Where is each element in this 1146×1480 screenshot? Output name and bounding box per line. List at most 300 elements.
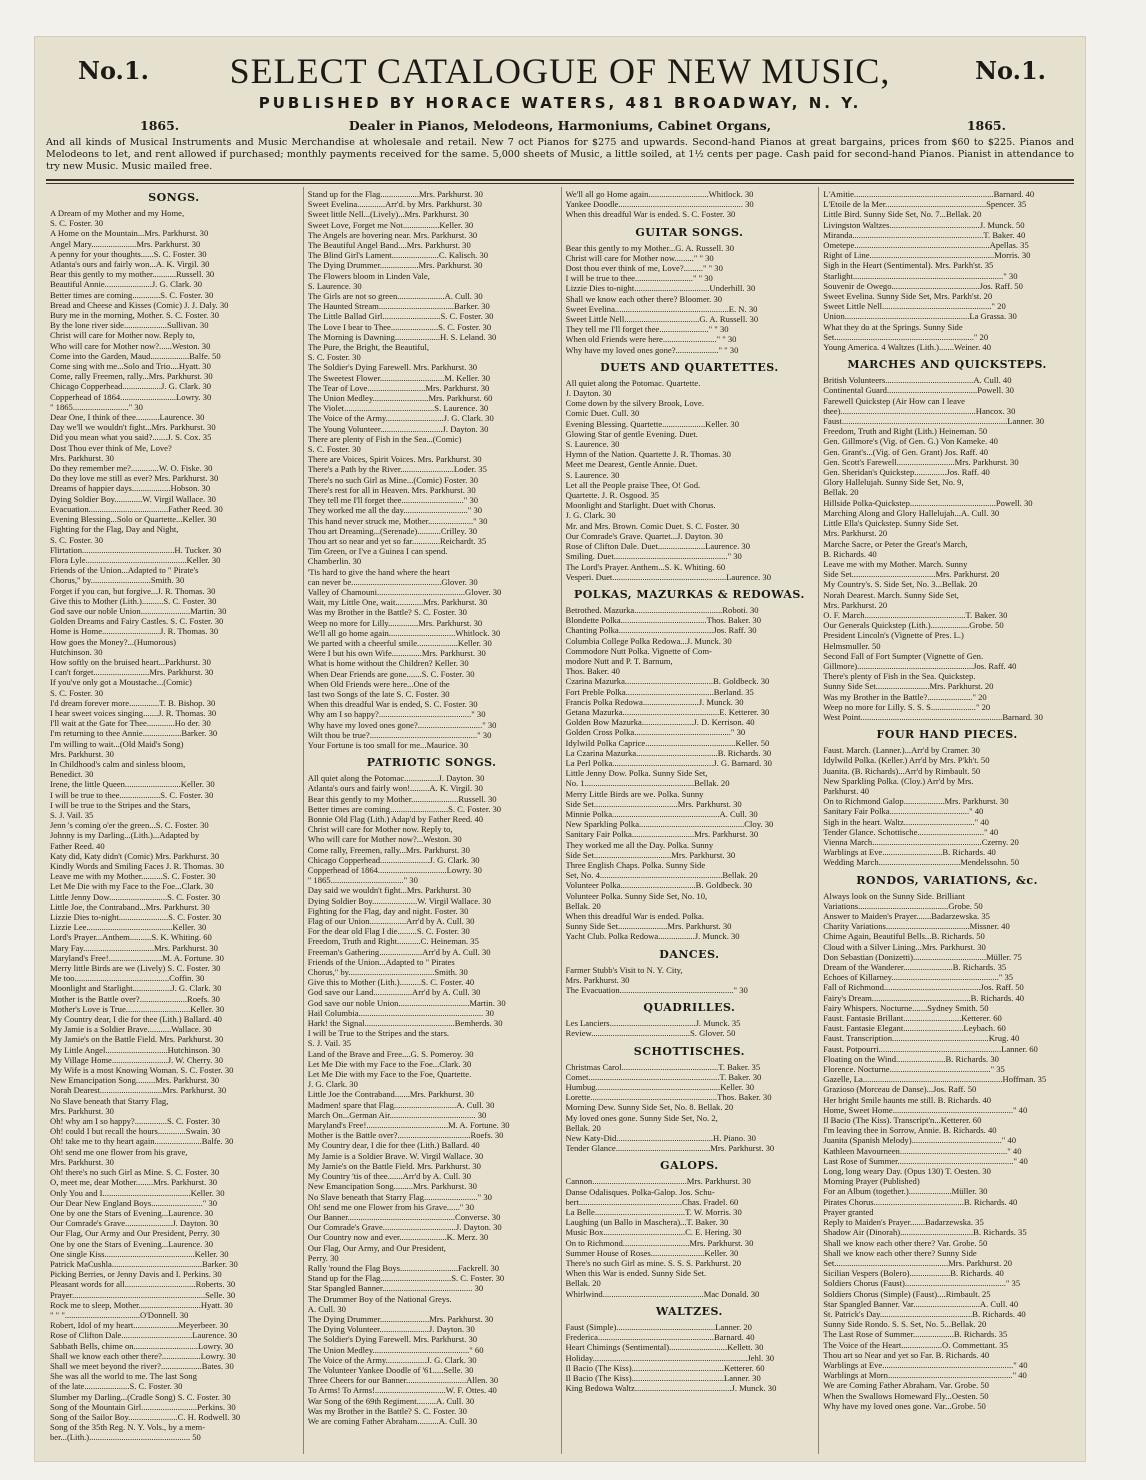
catalogue-entry: If you've only got a Moustache...(Comic) bbox=[50, 677, 192, 688]
catalogue-entry: Always look on the Sunny Side. Brilliant bbox=[823, 890, 965, 901]
catalogue-entry: Benedict. 30 bbox=[50, 769, 94, 780]
catalogue-entry: Little Joe the Contraband.......Mrs. Parkhurst. 30 bbox=[307, 1089, 474, 1100]
catalogue-entry: Sanitary Fair Polka.............................Mrs. Parkhurst. 30 bbox=[565, 829, 759, 840]
catalogue-entry: Wait, my Little One, wait.............Mrs. Parkhurst. 30 bbox=[307, 597, 488, 608]
catalogue-entry: Valley of Chamouni.........................................Glover. 30 bbox=[307, 586, 502, 597]
catalogue-entry: Il Bacio (The Kiss)...........................................Lanner. 30 bbox=[565, 1372, 761, 1383]
catalogue-entry: Morning Prayer (Published) bbox=[823, 1176, 920, 1187]
catalogue-entry: Come sing with me...Solo and Trio....Hyatt. 30 bbox=[50, 361, 211, 372]
catalogue-column bbox=[819, 187, 1076, 1454]
catalogue-entry: thee)...............................................................Hancox. 30 bbox=[823, 405, 1016, 416]
catalogue-entry: Echoes of Killarney.................................................." 35 bbox=[823, 972, 1014, 983]
catalogue-entry: No. 1...................................................Bellak. 20 bbox=[565, 778, 730, 789]
catalogue-entry: Christ will care for Mother now. Reply to, bbox=[50, 330, 195, 341]
catalogue-entry: Sunny Side Set.........................Mrs. Parkhurst. 20 bbox=[823, 681, 994, 692]
catalogue-entry: The Dying Volunteer.......................J. Dayton. 30 bbox=[307, 1324, 475, 1335]
catalogue-entry: Danse Odalisques. Polka-Galop. Jos. Schu- bbox=[565, 1186, 715, 1197]
catalogue-entry: S. C. Foster. 30 bbox=[50, 218, 104, 229]
catalogue-entry: The Haunted Stream...................................Barker. 30 bbox=[307, 301, 490, 312]
catalogue-entry: Parkhurst. 40 bbox=[823, 785, 870, 796]
catalogue-entry: Vesperi. Duet.....................................................Laurence. 30 bbox=[565, 571, 771, 582]
catalogue-entry: The Evacuation....................................................." 30 bbox=[565, 985, 748, 996]
catalogue-entry: The Volunteer Yankee Doodle of '61.....Selle. 30 bbox=[307, 1364, 474, 1375]
catalogue-entry: New Katy-Did.............................................H. Piano. 30 bbox=[565, 1133, 756, 1144]
catalogue-entry: Warblings at Eve............................................................." 40 bbox=[823, 1359, 1028, 1370]
catalogue-entry: Shall we meet beyond the river?...................Bates. 30 bbox=[50, 1360, 234, 1371]
catalogue-entry: S. C. Foster. 30 bbox=[50, 534, 104, 545]
catalogue-entry: Thou art so Near and yet so Far. B. Richards. 40 bbox=[823, 1349, 990, 1360]
catalogue-entry: Oh! could I but recall the hours.............Swain. 30 bbox=[50, 1126, 221, 1137]
catalogue-entry: When the Swallows Homeward Fly...Oesten. 50 bbox=[823, 1390, 989, 1401]
catalogue-entry: Our Comrade's Grave......................J. Dayton. 30 bbox=[50, 1218, 219, 1229]
catalogue-entry: Gillmore)......................................................Jos. Raff. 40 bbox=[823, 660, 1017, 671]
catalogue-entry: Bellak. 20 bbox=[565, 900, 601, 911]
catalogue-entry: Bonnie Old Flag (Lith.) Adap'd by Father Reed. 40 bbox=[307, 813, 484, 824]
catalogue-entry: Leave me with my Mother..........S. C. Foster. 30 bbox=[50, 871, 216, 882]
catalogue-entry: Meet me Dearest, Gentle Annie. Duet. bbox=[565, 459, 698, 470]
catalogue-entry: Idylwild Polka. (Keller.) Arr'd by Mrs. P'kh't. 50 bbox=[823, 755, 990, 766]
catalogue-entry: I will be true to thee...................S. C. Foster. 30 bbox=[50, 789, 214, 800]
catalogue-entry: Better times are coming...........................S. C. Foster. 30 bbox=[307, 803, 502, 814]
catalogue-entry: Gen. Scott's Farewell...........................Mrs. Parkhurst. 30 bbox=[823, 456, 1019, 467]
catalogue-entry: They tell me I'll forget thee............................." 30 bbox=[307, 495, 479, 506]
catalogue-entry: The Last Rose of Summer...................B. Richards. 35 bbox=[823, 1329, 1008, 1340]
catalogue-entry: When this dreadful War is ended. S. C. Foster. 30 bbox=[565, 209, 736, 220]
catalogue-entry: The Pure, the Bright, the Beautiful, bbox=[307, 342, 429, 353]
catalogue-entry: Bread and Cheese and Kisses (Comic) J. J. Daly. 30 bbox=[50, 299, 229, 310]
catalogue-entry: Only You and I.........................................Keller. 30 bbox=[50, 1187, 225, 1198]
catalogue-entry: I will be true to thee..........................." " 30 bbox=[565, 273, 713, 284]
catalogue-entry: The Voice of the Army...........................J. G. Clark. 30 bbox=[307, 413, 494, 424]
catalogue-entry: Rose of Clifton Dale. Duet......................Laurence. 30 bbox=[565, 541, 750, 552]
catalogue-entry: West Point..................................................................Barnard. 30 bbox=[823, 711, 1043, 722]
catalogue-entry: Sweet Love, Forget me Not.................Keller. 30 bbox=[307, 219, 474, 230]
catalogue-entry: Little Jenny Dow. Polka. Sunny Side Set, bbox=[565, 768, 708, 779]
catalogue-entry: Hail Columbia.......................................................... 30 bbox=[307, 1007, 494, 1018]
catalogue-entry: I'd dream forever more..............T. B. Bishop. 30 bbox=[50, 697, 216, 708]
catalogue-entry: Madmen! spare that Flag.............................A. Cull. 30 bbox=[307, 1099, 495, 1110]
catalogue-entry: Moonlight and Starlight. Duet with Chorus. bbox=[565, 500, 716, 511]
catalogue-entry: Me too............................................Coffin. 30 bbox=[50, 973, 205, 984]
catalogue-entry: Dying Soldier Boy.............W. Virgil Wallace. 30 bbox=[50, 493, 216, 504]
catalogue-entry: Bellak. 20 bbox=[565, 1278, 601, 1289]
catalogue-entry: St. Patrick's Day...........................................B. Richards. 40 bbox=[823, 1308, 1026, 1319]
catalogue-entry: Faust. Fantasie Elegant............................Leybach. 60 bbox=[823, 1023, 1006, 1034]
catalogue-entry: Let Me Die with my Face to the Foe...Clark. 30 bbox=[50, 881, 214, 892]
catalogue-entry: Were I but his own Wife..............Mrs. Parkhurst. 30 bbox=[307, 648, 486, 659]
catalogue-entry: Thou art so near and yet so far.............Reichardt. 35 bbox=[307, 535, 487, 546]
publisher-line: PUBLISHED BY HORACE WATERS, 481 BROADWAY, N. Y. bbox=[258, 94, 862, 112]
catalogue-entry: On to Richmond...............................Mrs. Parkhurst. 30 bbox=[565, 1237, 754, 1248]
catalogue-entry: All quiet along the Potomac. Quartette. bbox=[565, 377, 701, 388]
catalogue-entry: Soldiers Chorus (Faust)..............................................." 35 bbox=[823, 1278, 1021, 1289]
catalogue-entry: The Girls are not so green......................A. Cull. 30 bbox=[307, 291, 483, 302]
catalogue-entry: " 1865.........................." 30 bbox=[50, 401, 143, 412]
catalogue-entry: Three English Chaps. Polka. Sunny Side bbox=[565, 859, 706, 870]
catalogue-entry: My Country dear, I die for thee (Lith.) Ballard. 40 bbox=[307, 1140, 480, 1151]
catalogue-entry: My Country dear, I die for thee (Lith.) Ballard. 40 bbox=[50, 1014, 222, 1025]
catalogue-header bbox=[34, 36, 1086, 178]
catalogue-entry: The Morning is Dawning.....................H. S. Leland. 30 bbox=[307, 331, 497, 342]
catalogue-entry: Sabbath Bells, chime on..............................Lowry. 30 bbox=[50, 1340, 234, 1351]
catalogue-entry: Bellak. 20 bbox=[565, 1122, 601, 1133]
catalogue-entry: One by one the Stars of Evening...Laurence. 30 bbox=[50, 1207, 213, 1218]
catalogue-column bbox=[562, 187, 820, 1454]
catalogue-entry: The Beautiful Angel Band....Mrs. Parkhurst. 30 bbox=[307, 240, 471, 251]
catalogue-entry: " 1865.................................." 30 bbox=[307, 875, 418, 886]
catalogue-entry: Moonlight and Starlight..................J. G. Clark. 30 bbox=[50, 983, 222, 994]
catalogue-entry: When Dear Friends are gone.......S. C. Foster. 30 bbox=[307, 668, 475, 679]
catalogue-entry: Livingston Waltzes..........................................J. Munck. 50 bbox=[823, 219, 1025, 230]
catalogue-entry: Mrs. Parkhurst. 30 bbox=[50, 452, 114, 463]
catalogue-entry: She was all the world to me. The last Song bbox=[50, 1371, 197, 1382]
catalogue-entry: Home, Sweet Home........................................................" 40 bbox=[823, 1104, 1028, 1115]
catalogue-entry: God save our noble Union.......................Martin. 30 bbox=[50, 605, 227, 616]
catalogue-entry: Slumber my Darling...(Cradle Song) S. C. Foster. 30 bbox=[50, 1391, 231, 1402]
catalogue-entry: Do they love me still as ever? Mrs. Parkhurst. 30 bbox=[50, 473, 219, 484]
catalogue-entry: Song of the Mountain Girl..........................Perkins. 30 bbox=[50, 1401, 236, 1412]
catalogue-entry: La Czarina Mazurka......................................B. Richards. 30 bbox=[565, 747, 772, 758]
catalogue-entry: Beautiful Annie......................J. G. Clark. 30 bbox=[50, 279, 203, 290]
catalogue-entry: Sweet little Nell...(Lively)...Mrs. Parkhurst. 30 bbox=[307, 209, 469, 220]
catalogue-entry: J. Dayton. 30 bbox=[565, 388, 612, 399]
catalogue-entry: Our Generals Quickstep (Lith.)..................Grobe. 50 bbox=[823, 620, 1004, 631]
catalogue-entry: Was my Brother in the Battle? S. C. Foster. 30 bbox=[307, 607, 467, 618]
section-heading: GALOPS. bbox=[660, 1159, 719, 1173]
catalogue-entry: Maryland's Free!.........................M. A. Fortune. 30 bbox=[50, 952, 224, 963]
catalogue-entry: Father Reed. 40 bbox=[50, 840, 105, 851]
catalogue-entry: L'Etoile de la Mer...............................................Spencer. 35 bbox=[823, 199, 1027, 210]
catalogue-entry: Minnie Polka..................................................A. Cull. 30 bbox=[565, 808, 758, 819]
catalogue-entry: Oh! there's no such Girl as Mine. S. C. Foster. 30 bbox=[50, 1167, 220, 1178]
catalogue-entry: Sweet Little Nell..................................................." 20 bbox=[823, 301, 1006, 312]
catalogue-entry: Fort Preble Polka.........................................Berland. 35 bbox=[565, 686, 754, 697]
catalogue-entry: For the dear old Flag I die.........S. C. Foster. 30 bbox=[307, 926, 470, 937]
catalogue-entry: Gen. Grant's...(Vig. of Gen. Grant) Jos. Raff. 40 bbox=[823, 446, 989, 457]
catalogue-entry: There's a Path by the River.........................Loder. 35 bbox=[307, 464, 487, 475]
catalogue-entry: Friends of the Union...Adapted to " Pirates bbox=[307, 956, 455, 967]
catalogue-entry: The Union Medley..........................Mrs. Parkhurst. 60 bbox=[307, 393, 493, 404]
catalogue-entry: Do they remember me?.............W. O. Fiske. 30 bbox=[50, 463, 213, 474]
catalogue-entry: Dear One, I think of thee...........Laurence. 30 bbox=[50, 412, 205, 423]
catalogue-entry: S. Laurence. 30 bbox=[565, 439, 620, 450]
catalogue-entry: Chanting Polka............................................Jos. Raff. 30 bbox=[565, 625, 757, 636]
catalogue-entry: There's rest for all in Heaven. Mrs. Parkhurst. 30 bbox=[307, 484, 476, 495]
catalogue-entry: When this dreadful War is ended, S. C. Foster. 30 bbox=[307, 699, 478, 710]
catalogue-entry: Golden Bow Mazurka........................J. D. Kerrison. 40 bbox=[565, 717, 755, 728]
catalogue-entry: New Sparkling Polka.................................................Cloy. 30 bbox=[565, 819, 774, 830]
catalogue-entry: Last Rose of Summer......................................................" 40 bbox=[823, 1155, 1028, 1166]
catalogue-entry: Young America. 4 Waltzes (Lith.).......Weiner. 40 bbox=[823, 342, 992, 353]
catalogue-entry: Chorus," by............................Smith. 30 bbox=[50, 575, 185, 586]
catalogue-entry: Long, long weary Day. (Opus 130) T. Oesten. 30 bbox=[823, 1166, 991, 1177]
catalogue-entry: Fall of Richmond.............................................Jos. Raff. 50 bbox=[823, 982, 1024, 993]
catalogue-entry: My Country 'tis of thee.......Arr'd by A. Cull. 30 bbox=[307, 1171, 472, 1182]
catalogue-entry: I will be true to the Stripes and the Stars, bbox=[50, 799, 191, 810]
catalogue-entry: Our Comrade's Grave. Quartet...J. Dayton. 30 bbox=[565, 530, 723, 541]
catalogue-entry: Chicago Copperhead.......................J. G. Clark. 30 bbox=[307, 854, 480, 865]
catalogue-entry: A penny for your thoughts......S. C. Foster. 30 bbox=[50, 248, 207, 259]
catalogue-entry: Set, No. 4.........................................................Bellak. 20 bbox=[565, 870, 758, 881]
catalogue-entry: Right of Line..........................................................Morris. 30 bbox=[823, 250, 1031, 261]
catalogue-entry: J. G. Clark. 30 bbox=[307, 1079, 358, 1090]
catalogue-entry: Mrs. Parkhurst. 30 bbox=[50, 1156, 114, 1167]
catalogue-entry: Fighting for the Flag, day and night. Foster. 30 bbox=[307, 905, 469, 916]
catalogue-entry: Commodore Nutt Polka. Vignette of Com- bbox=[565, 645, 712, 656]
catalogue-entry: By the lone river side....................Sullivan. 30 bbox=[50, 320, 209, 331]
catalogue-entry: Merry little Birds are we (Lively) S. C. Foster. 30 bbox=[50, 963, 221, 974]
catalogue-entry: Reply to Maiden's Prayer.......Badarzewska. 35 bbox=[823, 1217, 984, 1228]
catalogue-entry: Set................................................................." 20 bbox=[823, 331, 989, 342]
catalogue-entry: Land of the Brave and Free....G. S. Pomeroy. 30 bbox=[307, 1048, 474, 1059]
catalogue-entry: British Volunteers.........................................A. Cull. 40 bbox=[823, 375, 1012, 386]
catalogue-entry: Leave me with my Mother. March. Sunny bbox=[823, 558, 968, 569]
catalogue-title: SELECT CATALOGUE OF NEW MUSIC, bbox=[229, 51, 891, 91]
catalogue-entry: The Little Ballad Girl...........................S. C. Foster. 30 bbox=[307, 311, 494, 322]
section-heading: RONDOS, VARIATIONS, &c. bbox=[856, 873, 1038, 887]
catalogue-entry: Warblings at Morn.........................................................." 40 bbox=[823, 1370, 1027, 1381]
catalogue-entry: Who will care for Mother now?......Weston. 30 bbox=[50, 340, 211, 351]
catalogue-entry: They tell me I'll forget thee......................." " 30 bbox=[565, 324, 729, 335]
catalogue-entry: S. J. Vail. 35 bbox=[307, 1038, 352, 1049]
catalogue-entry: Copperhead of 1864................................Lowry. 30 bbox=[307, 865, 482, 875]
catalogue-entry: Idylwild Polka Caprice..........................................Keller. 50 bbox=[565, 737, 770, 748]
catalogue-entry: Flora Lyle...............................................Keller. 30 bbox=[50, 554, 221, 565]
catalogue-entry: The Lord's Prayer. Anthem...S. K. Whiting. 60 bbox=[565, 561, 726, 572]
section-heading: FOUR HAND PIECES. bbox=[876, 728, 1018, 742]
catalogue-entry: Second Fall of Fort Sumpter (Vignette of Gen. bbox=[823, 650, 984, 661]
catalogue-entry: Dream of the Wanderer.......................B. Richards. 35 bbox=[823, 962, 1007, 973]
catalogue-entry: O. F. March...............................................T. Baker. 30 bbox=[823, 609, 1008, 620]
catalogue-entry: Sweet Evelina.....................................................E. N. 30 bbox=[565, 303, 758, 314]
catalogue-entry: Lizzie Lee........................................Keller. 30 bbox=[50, 922, 207, 933]
catalogue-entry: Faust. Potpourri.........................................................Lanner. 60 bbox=[823, 1043, 1038, 1054]
catalogue-entry: I'm leaving thee in Sorrow, Annie. B. Richards. 40 bbox=[823, 1125, 997, 1136]
catalogue-entry: I can't forget..........................Mrs. Parkhurst. 30 bbox=[50, 667, 214, 678]
catalogue-entry: Sigh in the Heart (Sentimental). Mrs. Parkh'st. 35 bbox=[823, 260, 994, 271]
catalogue-page bbox=[34, 36, 1086, 1462]
catalogue-entry: Fairy's Dream..............................................B. Richards. 40 bbox=[823, 992, 1025, 1003]
catalogue-entry: There's plenty of Fish in the Sea. Quickstep. bbox=[823, 671, 976, 682]
catalogue-entry: Yacht Club. Polka Redowa.................J. Munck. 30 bbox=[565, 931, 740, 942]
catalogue-entry: Give this to Mother (Lith.)..........S. C. Foster. 30 bbox=[50, 595, 217, 606]
catalogue-entry: Fairy Whispers. Nocturne.......Sydney Smith. 50 bbox=[823, 1002, 989, 1013]
section-heading: QUADRILLES. bbox=[643, 1001, 736, 1015]
catalogue-entry: There's no such Girl as Mine...(Comic) Foster. 30 bbox=[307, 474, 479, 485]
catalogue-entry: Smiling. Duet....................................................." 30 bbox=[565, 551, 742, 562]
catalogue-entry: March On...German Air........................................ 30 bbox=[307, 1109, 487, 1120]
catalogue-entry: I'm returning to thee Annie..................Barker. 30 bbox=[50, 728, 218, 739]
catalogue-entry: Les Lanciers........................................J. Munck. 35 bbox=[565, 1018, 741, 1029]
catalogue-entry: Little Ella's Quickstep. Sunny Side Set. bbox=[823, 518, 959, 529]
catalogue-entry: The Soldier's Dying Farewell. Mrs. Parkhurst. 30 bbox=[307, 362, 478, 373]
catalogue-entry: S. C. Foster. 30 bbox=[307, 444, 361, 455]
catalogue-entry: When Old Friends were here...One of the bbox=[307, 678, 450, 689]
catalogue-entry: Sunny Side Set.......................Mrs. Parkhurst. 30 bbox=[565, 921, 732, 932]
section-heading: MARCHES AND QUICKSTEPS. bbox=[847, 358, 1047, 372]
catalogue-entry: Sigh in the heart. Waltz................................." 40 bbox=[823, 816, 989, 827]
catalogue-entry: God save our noble Union.................................Martin. 30 bbox=[307, 997, 506, 1008]
catalogue-entry: Holiday........................................................................Jehl. 30 bbox=[565, 1352, 775, 1363]
catalogue-entry: Katy did, Katy didn't (Comic) Mrs. Parkhurst. 30 bbox=[50, 850, 220, 861]
catalogue-entry: Stand up for the Flag.................................S. C. Foster. 30 bbox=[307, 1273, 505, 1284]
catalogue-entry: Friends of the Union...Adapted to " Pirate's bbox=[50, 565, 199, 576]
catalogue-entry: War Song of the 69th Regiment.........A. Cull. 30 bbox=[307, 1395, 475, 1406]
catalogue-entry: Your Fortune is too small for me...Maurice. 30 bbox=[307, 739, 468, 750]
catalogue-entry: Oh! send me one flower from his grave, bbox=[50, 1146, 188, 1157]
catalogue-entry: Wedding March......................................Mendelssohn. 50 bbox=[823, 857, 1020, 868]
catalogue-number-left: No.1. bbox=[78, 56, 149, 85]
catalogue-entry: Why have my loved ones gone?...................." " 30 bbox=[565, 344, 739, 355]
catalogue-entry: We are Coming Father Abraham. Var. Grobe. 50 bbox=[823, 1380, 989, 1391]
catalogue-entry: We'll all go home again...............................Whitlock. 30 bbox=[307, 627, 501, 638]
catalogue-entry: Give this to Mother (Lith.)..........S. C. Foster. 40 bbox=[307, 977, 475, 988]
catalogue-entry: O, meet me, dear Mother........Mrs. Parkhurst. 30 bbox=[50, 1177, 218, 1188]
catalogue-entry: Shall we know each other there? Bloomer. 30 bbox=[565, 293, 723, 304]
catalogue-entry: Bear this gently to my mother...........Russell. 30 bbox=[50, 269, 215, 280]
catalogue-entry: Mrs. Parkhurst. 30 bbox=[50, 1105, 114, 1116]
catalogue-entry: Oh! why am I so happy?...............S. C. Foster. 30 bbox=[50, 1116, 220, 1127]
catalogue-entry: Tim Green, or I've a Guinea I can spend. bbox=[307, 546, 448, 557]
catalogue-columns bbox=[46, 187, 1076, 1454]
catalogue-entry: Set.....................................................Mrs. Parkhurst. 20 bbox=[823, 1257, 1013, 1268]
catalogue-entry: There are Voices, Spirit Voices. Mrs. Parkhurst. 30 bbox=[307, 454, 482, 465]
catalogue-entry: modore Nutt and P. T. Barnum, bbox=[565, 655, 673, 666]
catalogue-entry: Norah Dearest. March. Sunny Side Set, bbox=[823, 589, 959, 600]
catalogue-entry: Oh! take me to thy heart again......................Balfe. 30 bbox=[50, 1136, 234, 1147]
catalogue-entry: Did you mean what you said?.......J. S. Cox. 35 bbox=[50, 432, 212, 443]
catalogue-entry: Starlight......................................................................" 30 bbox=[823, 270, 1018, 281]
catalogue-entry: The Voice of the Heart...................O. Commettant. 35 bbox=[823, 1339, 1008, 1350]
catalogue-entry: Let Me Die with my Face to the Foe...Clark. 30 bbox=[307, 1058, 472, 1069]
catalogue-entry: For an Album (together.)....................Müller. 30 bbox=[823, 1186, 988, 1197]
catalogue-entry: Come down by the silvery Brook, Love. bbox=[565, 398, 704, 409]
catalogue-entry: They worked me all the Day. Polka. Sunny bbox=[565, 839, 714, 850]
catalogue-entry: New Emancipation Song.........Mrs. Parkhurst. 30 bbox=[307, 1181, 477, 1192]
catalogue-entry: Little Bird. Sunny Side Set, No. 7...Bellak. 20 bbox=[823, 209, 982, 220]
catalogue-entry: Atlanta's ours and fairly won!.........A. K. Virgil. 30 bbox=[307, 783, 483, 794]
catalogue-entry: of the late.....................S. C. Foster. 30 bbox=[50, 1381, 183, 1392]
catalogue-entry: Faust (Simple)..............................................Lanner. 20 bbox=[565, 1321, 752, 1332]
catalogue-entry: bert................................................Chas. Fradel. 60 bbox=[565, 1196, 739, 1207]
catalogue-entry: The Tear of Love...........................Mrs. Parkhurst. 30 bbox=[307, 382, 490, 393]
catalogue-entry: La Perl Polka...............................................J. G. Barnard. 30 bbox=[565, 757, 772, 768]
catalogue-entry: Rock me to sleep, Mother.............................Hyatt. 30 bbox=[50, 1299, 233, 1310]
catalogue-entry: Come into the Garden, Maud..................Balfe. 50 bbox=[50, 350, 221, 361]
section-heading: POLKAS, MAZURKAS & REDOWAS. bbox=[573, 587, 805, 601]
catalogue-entry: Gen. Sheridan's Quickstep...............Jos. Raff. 40 bbox=[823, 467, 990, 478]
catalogue-entry: Frederica......................................................Barnard. 40 bbox=[565, 1332, 755, 1343]
catalogue-entry: My Village Home..........................J. W. Cherry. 30 bbox=[50, 1054, 224, 1065]
catalogue-entry: What they do at the Springs. Sunny Side bbox=[823, 321, 963, 332]
catalogue-entry: Glory Hallelujah. Sunny Side Set, No. 9, bbox=[823, 477, 964, 488]
catalogue-entry: This hand never struck me, Mother....................." 30 bbox=[307, 515, 488, 526]
catalogue-entry: Il Bacio (The Kiss). Transcript'n...Ketterer. 60 bbox=[823, 1115, 982, 1126]
catalogue-entry: Kathleen Mavourneen.................................................." 40 bbox=[823, 1145, 1022, 1156]
catalogue-entry: Chicago Copperhead..................J. G. Clark. 30 bbox=[50, 381, 212, 392]
catalogue-entry: The Sweetest Flower..............................M. Keller. 30 bbox=[307, 372, 491, 383]
catalogue-entry: Juanita. (B. Richards)...Arr'd by Rimbault. 50 bbox=[823, 765, 981, 776]
catalogue-entry: Merry Little Birds are we. Polka. Sunny bbox=[565, 788, 704, 799]
catalogue-entry: Volunteer Polka...................................B. Goldbeck. 30 bbox=[565, 880, 753, 891]
catalogue-entry: S. C. Foster. 30 bbox=[50, 687, 104, 698]
catalogue-entry: What is home without the Children? Keller. 30 bbox=[307, 658, 469, 669]
catalogue-entry: S. Laurence. 30 bbox=[307, 280, 362, 291]
catalogue-entry: We parted with a cheerful smile...................Keller. 30 bbox=[307, 637, 492, 648]
catalogue-entry: B. Richards. 40 bbox=[823, 548, 877, 559]
catalogue-entry: Vienna March...................................................Czerny. 20 bbox=[823, 836, 1019, 847]
catalogue-entry: Chorus," by........................................Smith. 30 bbox=[307, 967, 468, 978]
catalogue-entry: Dreams of happier days..................Hobson. 30 bbox=[50, 483, 211, 494]
catalogue-entry: Heart Chimings (Sentimental)...........................Kellett. 30 bbox=[565, 1342, 764, 1353]
catalogue-entry: Let all the People praise Thee, O! God. bbox=[565, 479, 701, 490]
catalogue-entry: Gen. Gillmore's (Vig. of Gen. G.) Von Kameke. 40 bbox=[823, 436, 998, 447]
catalogue-entry: A Dream of my Mother and my Home, bbox=[50, 208, 185, 218]
catalogue-entry: Three Cheers for our Banner............................Allen. 30 bbox=[307, 1375, 499, 1386]
catalogue-entry: Shall we know each other there? Var. Grobe. 50 bbox=[823, 1237, 988, 1248]
catalogue-entry: Bear this gently to my Mother......................Russell. 30 bbox=[307, 793, 497, 804]
catalogue-entry: Shall we know each other there?..................Lowry. 30 bbox=[50, 1350, 236, 1361]
catalogue-entry: Hark! the Signal..........................................Bemherds. 30 bbox=[307, 1018, 503, 1029]
catalogue-entry: Come rally, Freemen, rally...Mrs. Parkhurst. 30 bbox=[307, 844, 470, 855]
catalogue-entry: Atlanta's ours and fairly won...A. K. Virgil. 30 bbox=[50, 259, 210, 270]
catalogue-entry: Bellak. 20 bbox=[823, 487, 859, 498]
catalogue-entry: Her bright Smile haunts me still. B. Richards. 40 bbox=[823, 1094, 992, 1105]
catalogue-entry: Freeman's Gathering....................Arr'd by A. Cull. 30 bbox=[307, 946, 491, 957]
catalogue-entry: The Soldier's Dying Farewell. Mrs. Parkhurst. 30 bbox=[307, 1334, 478, 1345]
catalogue-entry: My loved ones gone. Sunny Side Set, No. 2, bbox=[565, 1112, 718, 1123]
catalogue-entry: Hymn of the Nation. Quartette J. R. Thomas. 30 bbox=[565, 449, 731, 460]
catalogue-entry: Maryland's Free!......................................M. A. Fortune. 30 bbox=[307, 1120, 510, 1131]
catalogue-entry: Faust. March. (Lanner.)...Arr'd by Cramer. 30 bbox=[823, 745, 980, 756]
catalogue-entry: Comic Duet. Cull. 30 bbox=[565, 408, 640, 419]
catalogue-entry: Continental Guard..........................................Powell. 30 bbox=[823, 385, 1014, 396]
catalogue-column bbox=[304, 187, 562, 1454]
catalogue-entry: Miranda.............................................................T. Baker. 40 bbox=[823, 229, 1026, 240]
catalogue-entry: Kindly Words and Smiling Faces J. R. Thomas. 30 bbox=[50, 861, 224, 871]
catalogue-entry: Our Dear New England Boys........................" 30 bbox=[50, 1197, 218, 1208]
catalogue-entry: The Union Medley............................................." 60 bbox=[307, 1344, 484, 1355]
catalogue-entry: Comet.............................................................T. Baker. 30 bbox=[565, 1071, 762, 1082]
catalogue-entry: Song of the 35th Reg. N. Y. Vols., by a mem- bbox=[50, 1422, 206, 1433]
catalogue-entry: Mother is the Battle over?..................................Roefs. 30 bbox=[307, 1130, 504, 1141]
catalogue-entry: King Bedowa Waltz.............................................J. Munck. 30 bbox=[565, 1383, 777, 1394]
catalogue-entry: Mrs. Parkhurst. 30 bbox=[565, 974, 630, 985]
catalogue-entry: Ometepe...............................................................Apellas. 35 bbox=[823, 240, 1029, 251]
catalogue-entry: Tender Glance............................................Mrs. Parkhurst. 30 bbox=[565, 1143, 775, 1154]
section-heading: PATRIOTIC SONGS. bbox=[366, 756, 497, 770]
catalogue-entry: A. Cull. 30 bbox=[307, 1303, 346, 1314]
header-rule-thin bbox=[46, 183, 1074, 184]
catalogue-entry: To Arms! To Arms!.................................W. F. Ottes. 40 bbox=[307, 1385, 497, 1396]
catalogue-entry: Francis Polka Redowa..........................J. Munck. 30 bbox=[565, 696, 744, 707]
catalogue-entry: Fighting for the Flag, Day and Night, bbox=[50, 524, 179, 535]
catalogue-entry: Day said we wouldn't fight...Mrs. Parkhurst. 30 bbox=[307, 885, 471, 896]
catalogue-entry: S. C. Foster. 30 bbox=[307, 352, 361, 363]
catalogue-entry: ber...(Lith.)............................................... 50 bbox=[50, 1432, 201, 1443]
section-heading: GUITAR SONGS. bbox=[635, 225, 744, 239]
catalogue-entry: The Love I bear to Thee......................S. C. Foster. 30 bbox=[307, 321, 492, 332]
catalogue-entry: Who will care for Mother now?...Weston. 30 bbox=[307, 834, 462, 845]
catalogue-entry: Sicilian Vespers (Bolero)...................B. Richards. 40 bbox=[823, 1268, 1004, 1279]
catalogue-entry: Whirlwind...............................................Mac Donald. 30 bbox=[565, 1288, 760, 1299]
catalogue-entry: We'll all go Home again............................Whitlock. 30 bbox=[565, 189, 754, 199]
catalogue-entry: Soldiers Chorus (Simple) (Faust)....Rimbault. 25 bbox=[823, 1288, 991, 1299]
catalogue-entry: On to Richmond Galop...................Mrs. Parkhurst. 30 bbox=[823, 796, 1009, 807]
catalogue-entry: last two Songs of the late S. C. Foster. 30 bbox=[307, 688, 450, 699]
catalogue-entry: " " "...................................O'Donnell. 30 bbox=[50, 1309, 189, 1320]
catalogue-entry: Wilt thou be true?.................................................." 30 bbox=[307, 729, 492, 740]
